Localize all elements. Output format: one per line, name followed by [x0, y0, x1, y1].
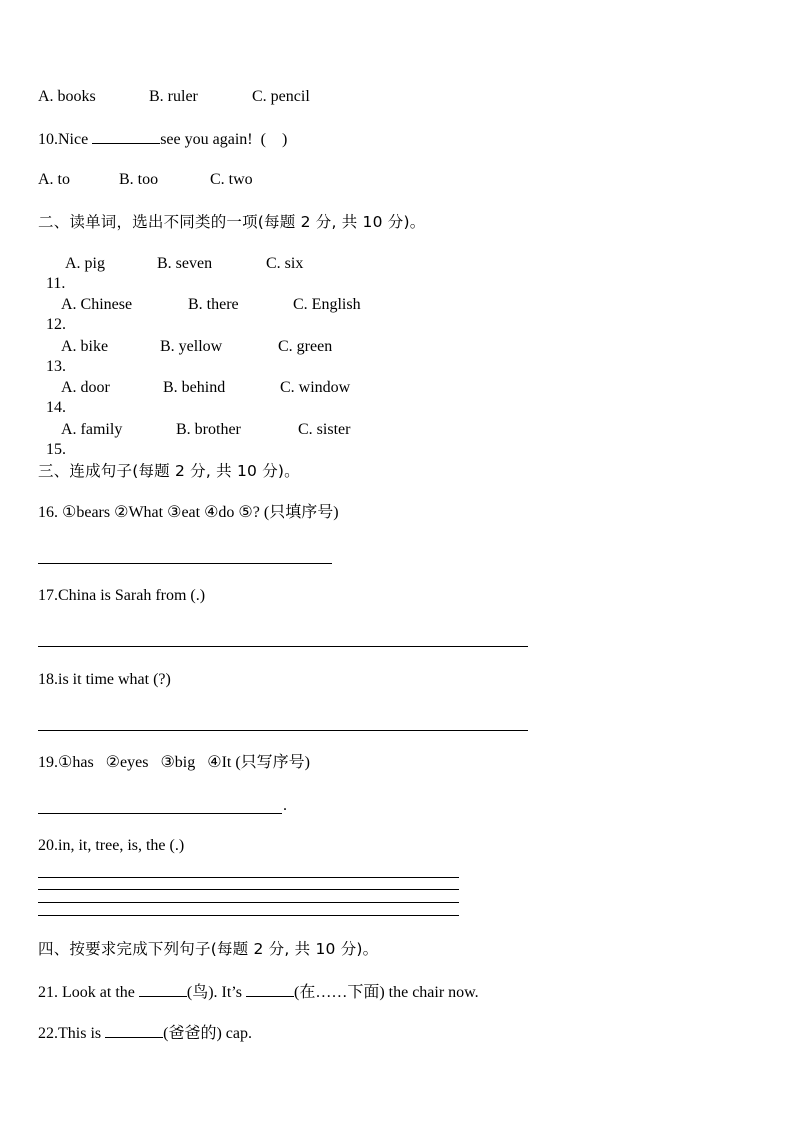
- question-20: [38, 836, 184, 856]
- question-number: 12.: [46, 316, 66, 333]
- answer-blank[interactable]: [105, 1023, 163, 1038]
- q13-option-a[interactable]: A. bike: [61, 338, 109, 355]
- question-19: [38, 753, 310, 773]
- question-number: 19.: [38, 754, 58, 771]
- question-text: Look at the: [62, 984, 135, 1001]
- section-3-heading: 三、连成句子(每题 2 分, 共 10 分)。: [38, 462, 300, 480]
- answer-blank-2[interactable]: [246, 982, 294, 997]
- question-text: is it time what (?): [58, 671, 171, 688]
- question-text: Nice: [58, 131, 89, 148]
- question-hint-1: (鸟). It’s: [186, 984, 242, 1001]
- answer-line-18[interactable]: [38, 730, 528, 731]
- q15-option-c[interactable]: C. sister: [298, 421, 351, 438]
- q12-option-b[interactable]: B. there: [188, 296, 239, 313]
- q11-option-a[interactable]: A. pig: [65, 255, 105, 272]
- question-18: [38, 670, 171, 690]
- question-text: This is: [58, 1025, 102, 1042]
- question-text: China is Sarah from (.): [58, 587, 206, 604]
- q10-option-a[interactable]: A. to: [38, 171, 70, 188]
- q12-option-a[interactable]: A. Chinese: [61, 296, 133, 313]
- question-hint-2: (在……下面) the chair now.: [293, 984, 479, 1001]
- question-21: [38, 982, 479, 1003]
- question-number: 21.: [38, 984, 58, 1001]
- question-number: 10.: [38, 131, 58, 148]
- q14-option-c[interactable]: C. window: [280, 379, 351, 396]
- answer-line-20-3[interactable]: [38, 902, 459, 903]
- question-text: in, it, tree, is, the (.): [58, 837, 185, 854]
- q10-option-b[interactable]: B. too: [119, 171, 159, 188]
- q13-option-b[interactable]: B. yellow: [160, 338, 223, 355]
- question-number: 17.: [38, 587, 58, 604]
- answer-bracket[interactable]: ( ): [260, 131, 288, 148]
- answer-line-17[interactable]: [38, 646, 528, 647]
- answer-line-20-2[interactable]: [38, 889, 459, 890]
- q12-option-c[interactable]: C. English: [293, 296, 361, 313]
- question-16: [38, 503, 339, 523]
- question-text: ①bears ②What ③eat ④do ⑤? (只填序号): [62, 504, 339, 521]
- q15-option-a[interactable]: A. family: [61, 421, 123, 438]
- question-number: 18.: [38, 671, 58, 688]
- question-17: [38, 586, 205, 606]
- question-hint: (爸爸的) cap.: [163, 1025, 252, 1042]
- answer-line-19[interactable]: [38, 813, 282, 814]
- question-text: ①has ②eyes ③big ④It (只写序号): [58, 754, 311, 771]
- q11-option-b[interactable]: B. seven: [157, 255, 213, 272]
- q15-option-b[interactable]: B. brother: [176, 421, 241, 438]
- section-4-heading: 四、按要求完成下列句子(每题 2 分, 共 10 分)。: [38, 940, 379, 958]
- question-number: 15.: [46, 441, 66, 458]
- q10-option-c[interactable]: C. two: [210, 171, 253, 188]
- q11-option-c[interactable]: C. six: [266, 255, 304, 272]
- answer-line-20-1[interactable]: [38, 877, 459, 878]
- answer-blank-1[interactable]: [139, 982, 187, 997]
- question-number: 11.: [46, 275, 66, 292]
- question-number: 14.: [46, 399, 66, 416]
- question-22: [38, 1023, 252, 1044]
- q9-option-b[interactable]: B. ruler: [149, 88, 198, 105]
- answer-line-19-period: .: [283, 797, 287, 814]
- q9-option-c[interactable]: C. pencil: [252, 88, 310, 105]
- q14-option-a[interactable]: A. door: [61, 379, 110, 396]
- q9-option-a[interactable]: A. books: [38, 88, 96, 105]
- answer-line-16[interactable]: [38, 563, 332, 564]
- question-number: 22.: [38, 1025, 58, 1042]
- answer-line-20-4[interactable]: [38, 915, 459, 916]
- question-number: 16.: [38, 504, 58, 521]
- answer-blank[interactable]: [92, 129, 160, 144]
- q13-option-c[interactable]: C. green: [278, 338, 333, 355]
- question-10: [38, 129, 287, 150]
- question-number: 13.: [46, 358, 66, 375]
- question-number: 20.: [38, 837, 58, 854]
- section-2-heading: 二、读单词，选出不同类的一项(每题 2 分, 共 10 分)。: [38, 213, 426, 231]
- question-text-end: see you again!: [160, 131, 253, 148]
- q14-option-b[interactable]: B. behind: [163, 379, 226, 396]
